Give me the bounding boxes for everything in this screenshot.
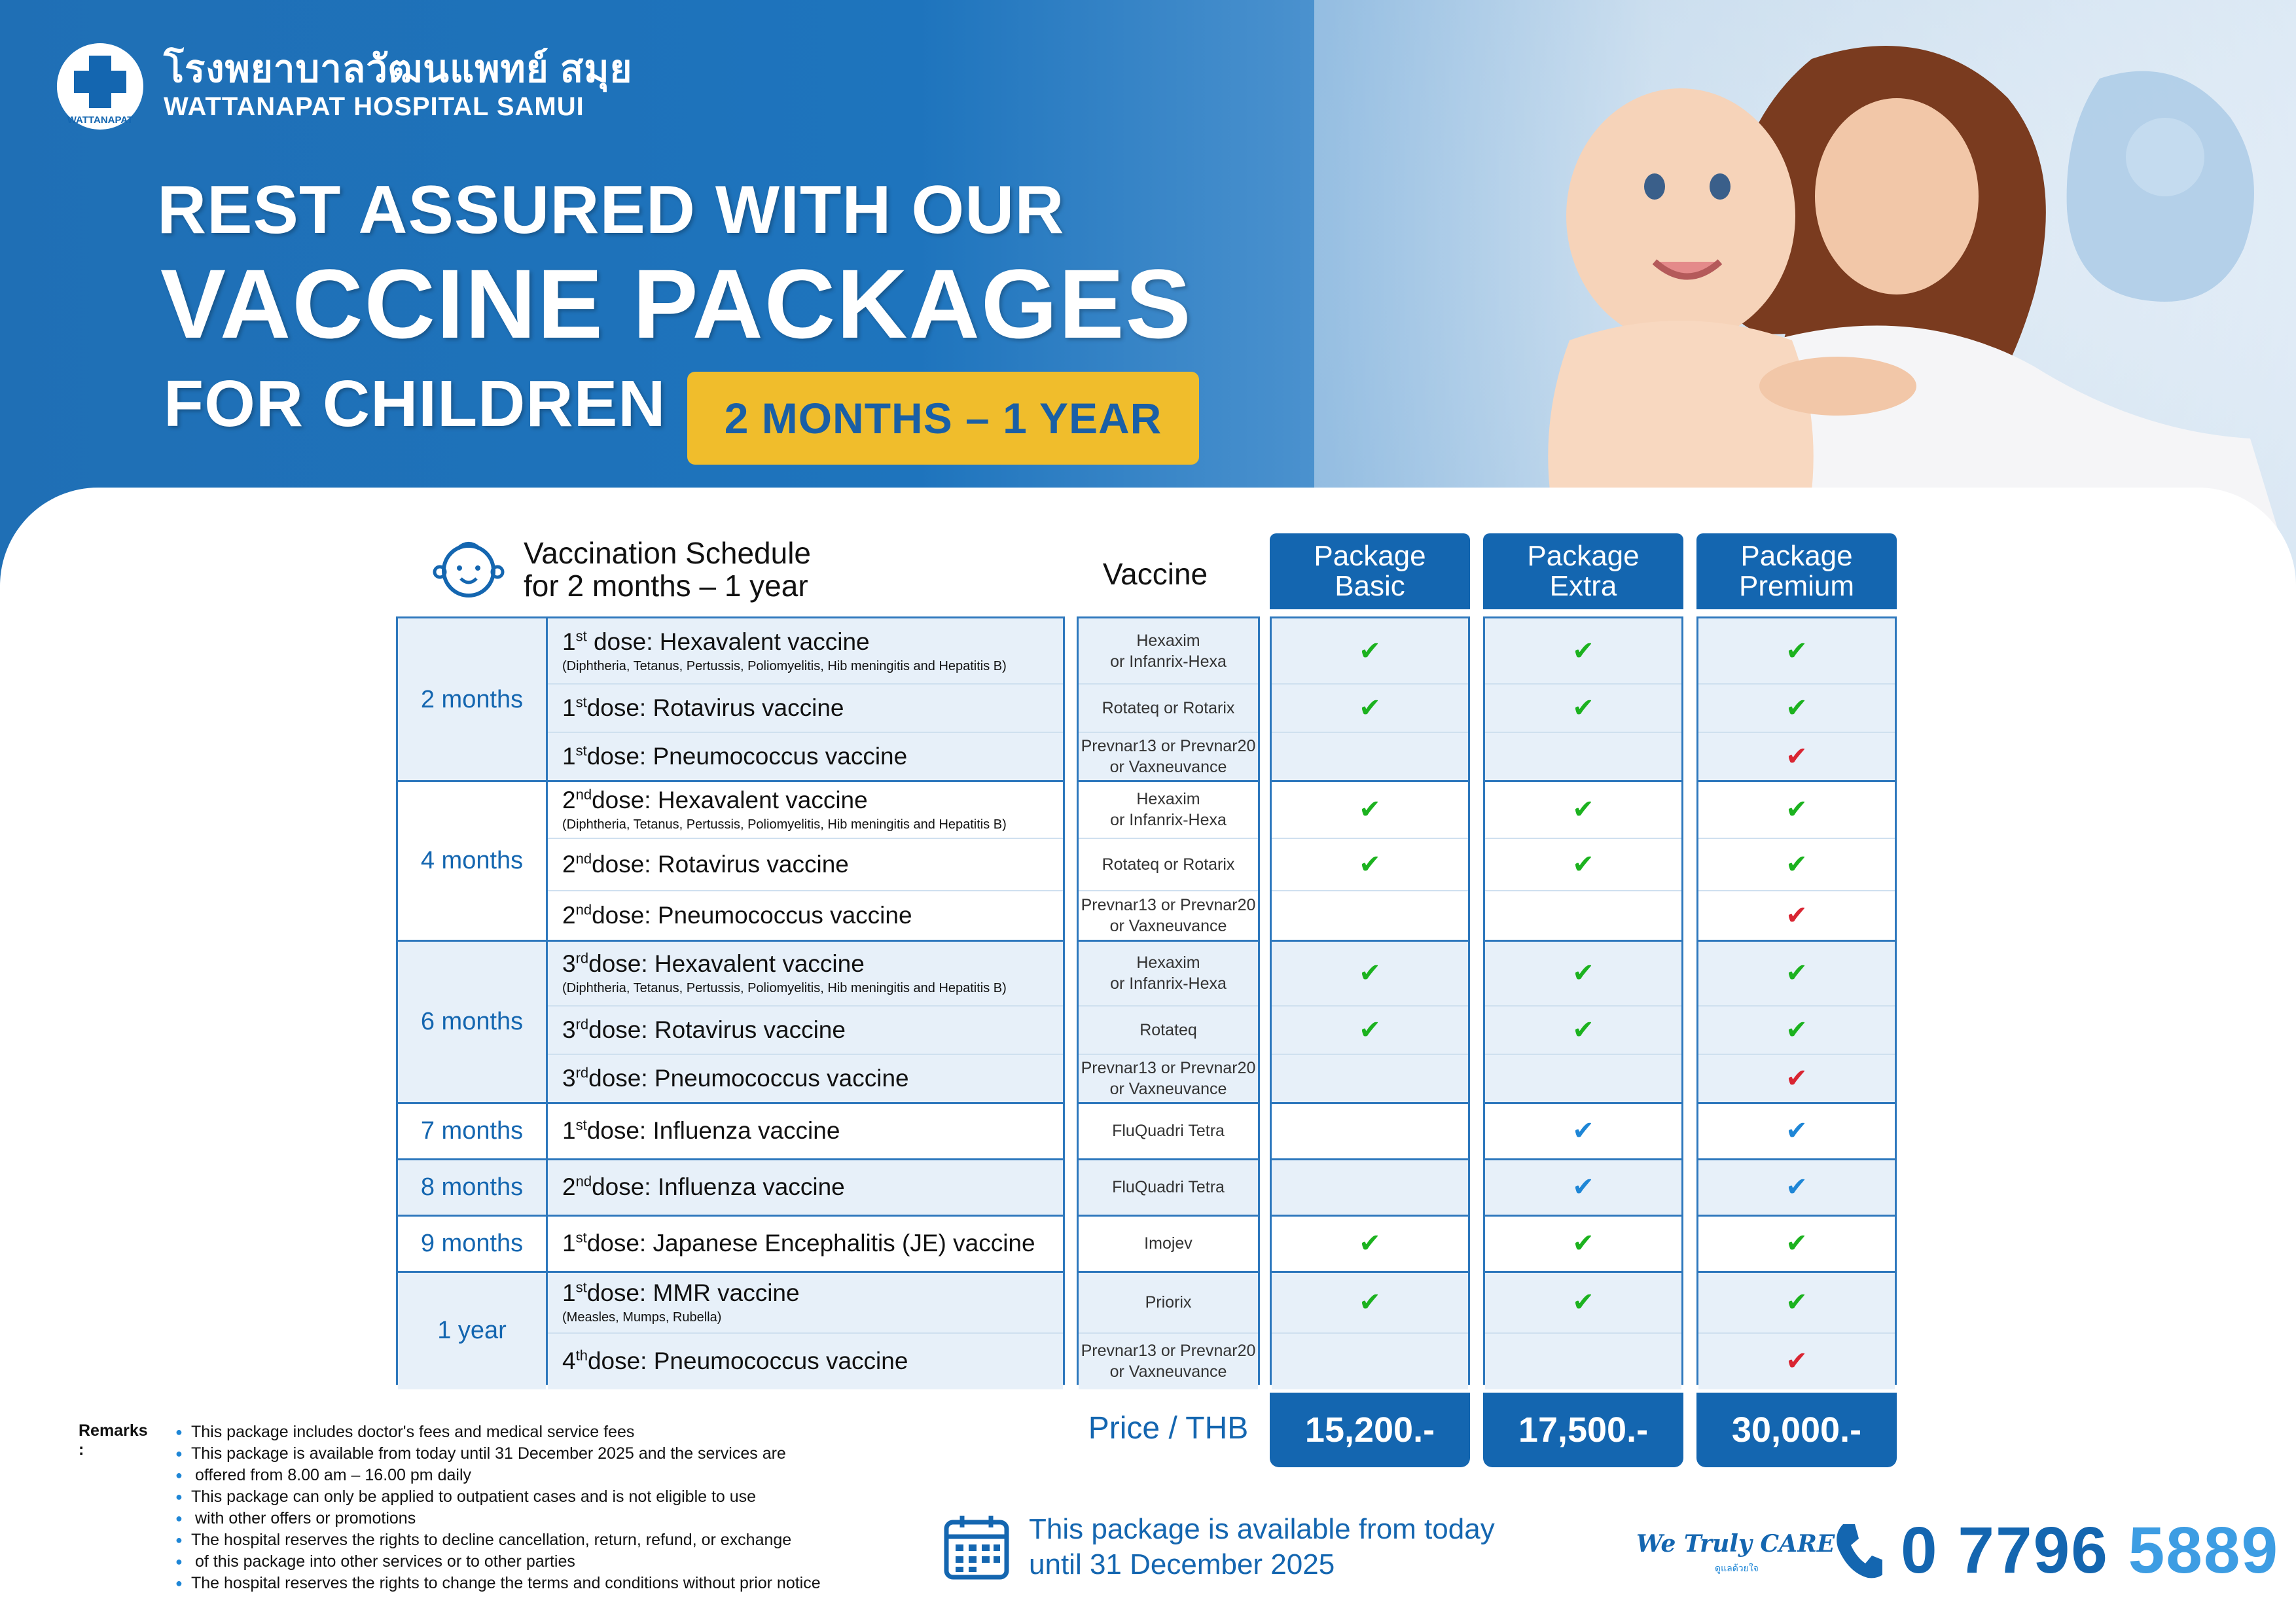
check-icon: ✔ [1359,1229,1381,1258]
check-icon: ✔ [1785,1288,1808,1317]
vaccine-brand [1079,684,1258,732]
included-cell [1272,781,1468,838]
check-icon: ✔ [1785,694,1808,722]
row-bg [1485,1333,1681,1389]
included-cell [1698,1006,1895,1054]
check-icon: ✔ [1572,694,1594,722]
check-icon: ✔ [1785,1016,1808,1044]
remark-item: ● This package is available from today until 31 December 2025 and the services are [175,1443,974,1465]
dose-cell [548,732,1065,781]
package-extra-label-2: Extra [1549,570,1617,602]
row-bg [1272,1054,1468,1103]
package-premium-header [1696,533,1897,609]
we-truly-care-logo: We Truly CARE [1636,1530,1835,1558]
package-premium-label-2: Premium [1738,570,1855,602]
dose-label: 1stdose: MMR vaccine [562,1279,800,1306]
vaccine-brand [1079,1215,1258,1272]
row-bg [1272,1159,1468,1215]
phone-number-part2: 5889 [2108,1514,2280,1587]
dose-ordinal: st [575,628,587,645]
age-label: 2 months [420,685,524,713]
row-divider [1272,890,1468,891]
availability-line2: until 31 December 2025 [1029,1548,1335,1580]
row-bg [1272,1103,1468,1159]
check-icon: ✔ [1572,850,1594,879]
row-bg [1272,1333,1468,1389]
vaccine-brand-line: Prevnar13 or Prevnar20 [1081,1342,1256,1360]
included-cell [1698,781,1895,838]
row-divider [1272,1158,1468,1160]
included-cell [1272,1215,1468,1272]
vaccine-brand-line: Rotateq or Rotarix [1102,855,1235,874]
vaccine-brand-line: or Vaxneuvance [1109,917,1227,935]
vaccine-brand-line: or Infanrix-Hexa [1110,974,1227,993]
row-bg [1272,732,1468,781]
we-truly-care-sub: ดูแลด้วยใจ [1715,1563,1759,1573]
included-cell [1698,891,1895,940]
check-icon: ✔ [1785,1064,1808,1093]
vaccine-brand [1079,1054,1258,1103]
package-extra-header [1483,533,1683,609]
included-cell [1272,618,1468,684]
vaccine-column-header: Vaccine [1102,557,1208,591]
age-label: 9 months [420,1229,524,1257]
row-divider [1272,1054,1468,1055]
included-cell [1485,618,1681,684]
vaccine-brand-line: FluQuadri Tetra [1112,1178,1225,1196]
remark-item: ● The hospital reserves the rights to decline cancellation, return, refund, or exchange [175,1529,974,1551]
check-icon: ✔ [1572,1173,1594,1202]
row-divider [1272,1102,1468,1104]
dose-note: (Diphtheria, Tetanus, Pertussis, Poliomyelitis, Hib meningitis and Hepatitis B) [562,659,1007,673]
dose-ordinal: nd [575,786,592,803]
check-icon: ✔ [1572,959,1594,988]
dose-cell [548,618,1065,684]
vaccine-brand-line: Hexaxim [1136,954,1200,972]
vaccine-brand-line: Hexaxim [1136,790,1200,808]
schedule-title-1: Vaccination Schedule [524,536,811,570]
included-cell [1485,1159,1681,1215]
check-icon: ✔ [1785,1229,1808,1258]
dose-label: 2nddose: Rotavirus vaccine [562,850,849,878]
remark-item: ● This package can only be applied to outpatient cases and is not eligible to use [175,1486,974,1508]
dose-cell [548,1103,1065,1159]
included-cell [1698,1159,1895,1215]
vaccine-brand-column [1077,616,1260,1385]
included-cell [1698,1215,1895,1272]
age-label: 4 months [420,846,524,874]
remark-item: ● This package includes doctor's fees and medical service fees [175,1421,974,1443]
check-icon: ✔ [1572,1116,1594,1145]
vaccine-brand-line: FluQuadri Tetra [1112,1122,1225,1140]
dose-ordinal: st [575,742,587,759]
hospital-logo [51,39,633,131]
included-cell [1698,1333,1895,1389]
calendar-icon [942,1513,1011,1581]
dose-cell [548,1006,1065,1054]
package-basic-column [1270,616,1470,1385]
vaccine-brand [1079,618,1258,684]
dose-label: 1stdose: Japanese Encephalitis (JE) vaccine [562,1229,1035,1257]
vaccine-brand-line: or Vaxneuvance [1109,1080,1227,1098]
check-icon: ✔ [1359,637,1381,666]
vaccine-brand-line: Hexaxim [1136,632,1200,650]
remark-item-cont: ● with other offers or promotions [175,1508,974,1529]
baby-face-icon [432,539,505,599]
check-icon: ✔ [1572,795,1594,824]
package-extra-column [1483,616,1683,1385]
included-cell [1485,781,1681,838]
age-range-badge: 2 MONTHS – 1 YEAR [687,372,1199,465]
dose-ordinal: nd [575,1173,592,1190]
check-icon: ✔ [1785,901,1808,930]
included-cell [1485,838,1681,891]
dose-ordinal: st [575,694,587,711]
age-label: 1 year [437,1316,507,1344]
dose-cell [548,940,1065,1006]
check-icon: ✔ [1572,1288,1594,1317]
vaccine-brand [1079,1006,1258,1054]
check-icon: ✔ [1359,795,1381,824]
row-bg [1485,732,1681,781]
included-cell [1272,684,1468,732]
included-cell [1485,1006,1681,1054]
schedule-table [396,616,1065,1385]
headline-line1: REST ASSURED WITH OUR [157,172,1065,248]
vaccine-brand-line: Priorix [1145,1293,1192,1311]
included-cell [1698,732,1895,781]
price-basic: 15,200.- [1270,1393,1470,1467]
phone-number[interactable] [1901,1513,2279,1588]
package-basic-header [1270,533,1470,609]
age-label: 8 months [420,1173,524,1201]
check-icon: ✔ [1785,637,1808,666]
dose-label: 1stdose: Rotavirus vaccine [562,694,844,721]
package-premium-column [1696,616,1897,1385]
check-icon: ✔ [1359,850,1381,879]
vaccine-brand-line: Prevnar13 or Prevnar20 [1081,1059,1256,1077]
vaccine-brand-line: or Infanrix-Hexa [1110,652,1227,671]
dose-ordinal: rd [575,950,589,967]
check-icon: ✔ [1572,1229,1594,1258]
included-cell [1485,1103,1681,1159]
row-bg [1485,1054,1681,1103]
dose-cell [548,838,1065,891]
schedule-header [432,537,811,602]
included-cell [1485,1215,1681,1272]
included-cell [1698,838,1895,891]
vaccine-brand [1079,781,1258,838]
dose-cell [548,1159,1065,1215]
schedule-title-2: for 2 months – 1 year [524,569,808,603]
phone-contact [1833,1513,2279,1588]
row-divider [1485,1332,1681,1334]
row-divider [1272,1332,1468,1334]
availability-notice [942,1512,1495,1582]
vaccine-brand [1079,1103,1258,1159]
check-icon: ✔ [1785,742,1808,771]
row-divider [1272,732,1468,733]
package-extra-label-1: Package [1527,540,1640,572]
check-icon: ✔ [1572,1016,1594,1044]
dose-cell [548,684,1065,732]
check-icon: ✔ [1359,1288,1381,1317]
check-icon: ✔ [1572,637,1594,666]
dose-cell [548,1054,1065,1103]
vaccine-brand-line: Prevnar13 or Prevnar20 [1081,737,1256,755]
vaccine-brand-line: or Infanrix-Hexa [1110,811,1227,829]
dose-ordinal: st [575,1229,587,1246]
dose-ordinal: nd [575,901,592,918]
dose-ordinal: st [575,1279,587,1296]
dose-ordinal: rd [575,1064,589,1081]
row-bg [1272,891,1468,940]
dose-label: 3rddose: Pneumococcus vaccine [562,1064,909,1092]
vaccine-brand [1079,1272,1258,1333]
dose-label: 2nddose: Pneumococcus vaccine [562,901,912,929]
headline-line2: VACCINE PACKAGES [160,249,1193,359]
package-premium-label-1: Package [1740,540,1853,572]
check-icon: ✔ [1785,795,1808,824]
logo-thai-name: โรงพยาบาลวัฒนแพทย์ สมุย [164,48,633,90]
dose-cell [548,1215,1065,1272]
dose-cell [548,781,1065,838]
dose-cell [548,1272,1065,1333]
check-icon: ✔ [1359,1016,1381,1044]
headline-line3: FOR CHILDREN [164,367,666,440]
dose-label: 3rddose: Hexavalent vaccine [562,950,865,977]
phone-icon [1833,1522,1882,1580]
remark-item-cont: ● of this package into other services or to other parties [175,1551,974,1573]
hospital-cross-icon [51,39,149,131]
vaccine-brand [1079,891,1258,940]
included-cell [1698,618,1895,684]
dose-note: (Diphtheria, Tetanus, Pertussis, Poliomyelitis, Hib meningitis and Hepatitis B) [562,981,1007,995]
included-cell [1272,940,1468,1006]
remarks-list [175,1421,974,1594]
included-cell [1698,1103,1895,1159]
price-premium: 30,000.- [1696,1393,1897,1467]
check-icon: ✔ [1785,1347,1808,1376]
row-divider [1485,732,1681,733]
dose-label: 1stdose: Pneumococcus vaccine [562,742,908,770]
dose-ordinal: nd [575,850,592,867]
check-icon: ✔ [1785,1116,1808,1145]
row-bg [1485,891,1681,940]
vaccine-brand [1079,1159,1258,1215]
dose-ordinal: st [575,1116,587,1133]
dose-label: 3rddose: Rotavirus vaccine [562,1016,846,1043]
vaccine-brand-line: Rotateq or Rotarix [1102,699,1235,717]
remarks-title: Remarks : [79,1421,148,1459]
dose-ordinal: th [575,1347,588,1364]
dose-ordinal: rd [575,1016,589,1033]
vaccine-brand [1079,940,1258,1006]
dose-label: 4thdose: Pneumococcus vaccine [562,1347,908,1374]
check-icon: ✔ [1359,959,1381,988]
check-icon: ✔ [1785,1173,1808,1202]
included-cell [1272,838,1468,891]
dose-cell [548,1333,1065,1389]
age-label: 7 months [420,1116,524,1145]
included-cell [1698,940,1895,1006]
vaccine-brand [1079,838,1258,891]
remark-item-cont: ● offered from 8.00 am – 16.00 pm daily [175,1465,974,1486]
vaccine-brand-line: or Vaxneuvance [1109,758,1227,776]
included-cell [1698,684,1895,732]
included-cell [1698,1054,1895,1103]
phone-number-part1: 0 7796 [1901,1514,2109,1587]
availability-line1: This package is available from today [1029,1513,1495,1545]
vaccine-brand-line: Imojev [1144,1234,1193,1253]
vaccine-brand-line: Rotateq [1139,1021,1197,1039]
included-cell [1698,1272,1895,1333]
dose-label: 2nddose: Influenza vaccine [562,1173,845,1200]
dose-note: (Measles, Mumps, Rubella) [562,1310,722,1325]
package-basic-label-1: Package [1314,540,1426,572]
included-cell [1485,684,1681,732]
check-icon: ✔ [1359,694,1381,722]
age-label: 6 months [420,1007,524,1035]
row-divider [1485,1054,1681,1055]
remark-item: ● The hospital reserves the rights to change the terms and conditions without prior notice [175,1573,974,1594]
included-cell [1272,1272,1468,1333]
vaccine-brand [1079,732,1258,781]
check-icon: ✔ [1785,850,1808,879]
check-icon: ✔ [1785,959,1808,988]
logo-english-name: WATTANAPAT HOSPITAL SAMUI [164,92,584,121]
logo-emblem-text: WATTANAPAT [67,115,134,126]
dose-label: 1st dose: Hexavalent vaccine [562,628,870,655]
price-extra: 17,500.- [1483,1393,1683,1467]
vaccine-brand-line: Prevnar13 or Prevnar20 [1081,896,1256,914]
included-cell [1272,1006,1468,1054]
dose-cell [548,891,1065,940]
dose-label: 2nddose: Hexavalent vaccine [562,786,868,813]
included-cell [1485,940,1681,1006]
dose-note: (Diphtheria, Tetanus, Pertussis, Poliomyelitis, Hib meningitis and Hepatitis B) [562,817,1007,832]
row-divider [1485,890,1681,891]
included-cell [1485,1272,1681,1333]
dose-label: 1stdose: Influenza vaccine [562,1116,840,1144]
vaccine-brand-line: or Vaxneuvance [1109,1363,1227,1381]
package-basic-label-2: Basic [1335,570,1405,602]
vaccine-brand [1079,1333,1258,1389]
price-label: Price / THB [1088,1411,1249,1446]
